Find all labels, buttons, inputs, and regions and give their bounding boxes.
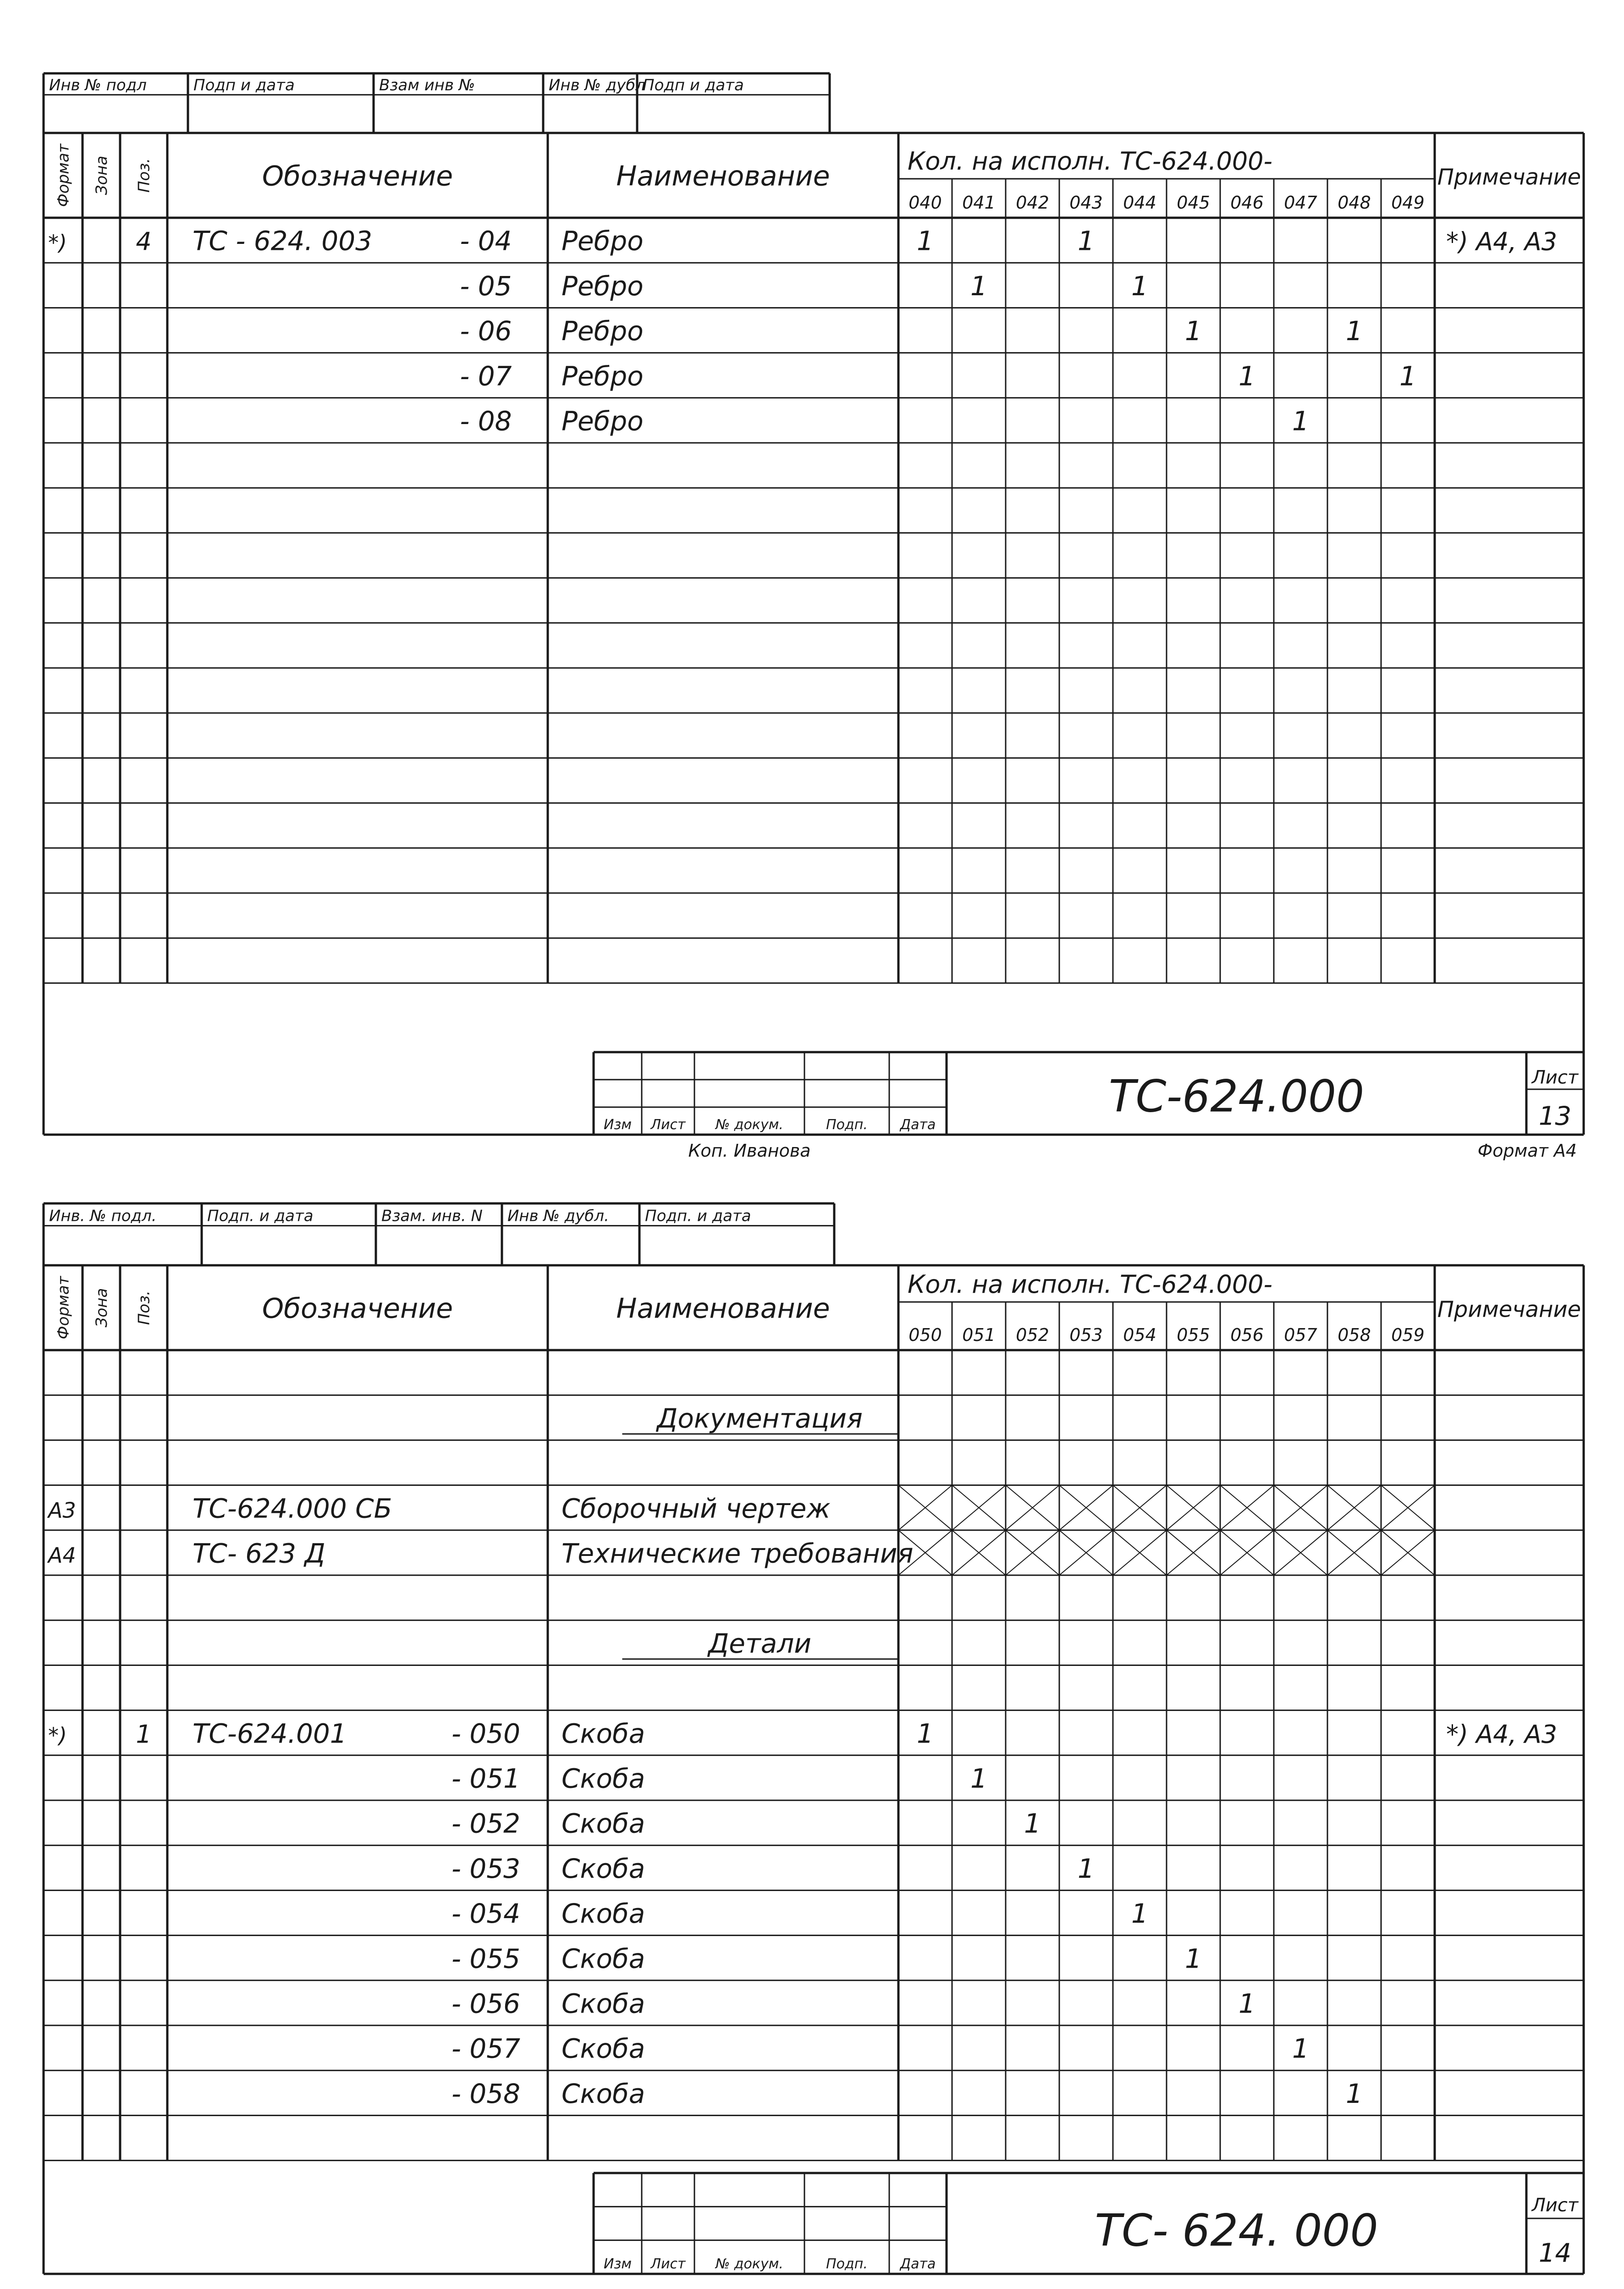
table-row [460, 270, 1148, 302]
cell-naimenovanie: Сборочный чертеж [562, 1493, 831, 1524]
cell-qty: 1 [970, 1763, 987, 1794]
inv-dubl-label: Инв № дубл [549, 76, 646, 94]
cell-suffix: - 057 [451, 2033, 521, 2064]
header-primechanie: Примечание [1437, 164, 1581, 190]
podp-data-label: Подп и дата [193, 76, 295, 94]
table-row [622, 1628, 897, 1659]
variant-label: 057 [1284, 1325, 1317, 1345]
variant-label: 050 [908, 1325, 942, 1345]
cell-qty: 1 [1239, 1988, 1255, 2019]
header-zona: Зона [93, 1288, 111, 1328]
variant-label: 046 [1230, 193, 1264, 213]
cell-suffix: - 058 [451, 2078, 521, 2109]
table-row [460, 360, 1416, 392]
table-header [55, 143, 1581, 213]
header-kol-title: Кол. на исполн. ТС-624.000- [908, 1270, 1273, 1299]
cell-naimenovanie: Технические требования [562, 1538, 914, 1569]
stamp-strip [44, 73, 830, 133]
cell-qty: 1 [1399, 360, 1416, 392]
cell-oboznachenie: ТС-624.001 [193, 1718, 347, 1749]
inv-podl-label: Инв № подл [49, 76, 147, 94]
header-poz: Поз. [135, 158, 154, 193]
header-primechanie: Примечание [1437, 1296, 1581, 1323]
table-row [460, 406, 1309, 437]
sheet-2 [44, 1203, 1584, 2274]
cell-qty: 1 [1292, 2033, 1309, 2064]
cell-naimenovanie: Скоба [562, 1808, 645, 1839]
cell-naimenovanie: Скоба [562, 1853, 645, 1884]
cell-poz: 1 [136, 1720, 152, 1749]
cell-oboznachenie: ТС-624.000 СБ [193, 1493, 392, 1524]
cell-poz: 4 [136, 227, 152, 256]
variant-label: 059 [1391, 1325, 1425, 1345]
table-row [451, 1988, 1255, 2019]
variant-label: 058 [1338, 1325, 1371, 1345]
cell-suffix: - 04 [460, 225, 512, 257]
copier-note: Коп. Иванова [688, 1141, 811, 1161]
section-heading: Детали [708, 1627, 812, 1659]
podp-label: Подп. [826, 2256, 868, 2272]
cell-suffix: - 052 [451, 1808, 521, 1839]
n-dokum-label: № докум. [716, 2256, 783, 2272]
variant-label: 041 [962, 193, 996, 213]
vzam-inv-label: Взам инв № [379, 76, 475, 94]
podp-data2-label: Подп и дата [643, 76, 744, 94]
variant-label: 042 [1016, 193, 1049, 213]
cell-qty: 1 [1131, 270, 1148, 302]
table-header [55, 1270, 1581, 1345]
izm-label: Изм [603, 1117, 632, 1133]
cell-qty: 1 [1185, 1943, 1202, 1975]
cell-qty: 1 [917, 1718, 934, 1749]
cell-naimenovanie: Скоба [562, 1988, 645, 2019]
cell-qty: 1 [1239, 360, 1255, 392]
cell-naimenovanie: Ребро [562, 315, 644, 347]
format-label: Формат А4 [1477, 1141, 1577, 1161]
cell-qty: 1 [1024, 1808, 1041, 1839]
document-code: ТС-624.000 [1108, 1070, 1365, 1122]
podp-data-label: Подп. и дата [207, 1207, 314, 1225]
cell-suffix: - 054 [451, 1898, 521, 1930]
cell-qty: 1 [1131, 1898, 1148, 1930]
variant-label: 048 [1338, 193, 1371, 213]
table-row [48, 226, 1557, 257]
header-format: Формат [54, 1276, 73, 1340]
cell-naimenovanie: Скоба [562, 2033, 645, 2064]
table-body [47, 1403, 1557, 2109]
data-label: Дата [900, 2256, 936, 2272]
cell-suffix: - 05 [460, 270, 512, 302]
cell-suffix: - 053 [451, 1853, 521, 1884]
n-dokum-label: № докум. [716, 1117, 783, 1133]
cell-primechanie: *) А4, А3 [1446, 227, 1558, 256]
podp-data2-label: Подп. и дата [645, 1207, 751, 1225]
title-block [594, 1052, 1584, 1135]
inv-dubl-label: Инв № дубл. [507, 1207, 609, 1225]
data-label: Дата [900, 1117, 936, 1133]
cell-naimenovanie: Скоба [562, 1943, 645, 1975]
variant-label: 054 [1123, 1325, 1156, 1345]
cell-suffix: - 07 [460, 360, 512, 392]
cell-format: *) [48, 230, 67, 255]
header-zona: Зона [93, 155, 111, 195]
table-row [451, 1943, 1202, 1974]
cell-qty: 1 [1078, 225, 1095, 257]
sheet-number: 14 [1538, 2238, 1572, 2268]
header-oboznachenie: Обозначение [262, 160, 453, 193]
cell-qty: 1 [1078, 1853, 1095, 1884]
cell-naimenovanie: Скоба [562, 1898, 645, 1930]
sheet-label: Лист [1531, 1067, 1579, 1088]
variant-label: 051 [962, 1325, 996, 1345]
cell-oboznachenie: ТС- 623 Д [193, 1538, 325, 1569]
table-body [48, 226, 1557, 437]
header-kol-title: Кол. на исполн. ТС-624.000- [908, 147, 1273, 176]
cell-naimenovanie: Ребро [562, 270, 644, 302]
vzam-inv-label: Взам. инв. N [381, 1207, 483, 1225]
header-poz: Поз. [135, 1290, 154, 1325]
table-row [451, 2033, 1309, 2064]
cell-suffix: - 050 [451, 1718, 521, 1749]
inv-podl-label: Инв. № подл. [49, 1207, 157, 1225]
section-heading: Документация [657, 1402, 863, 1434]
table-frame [44, 133, 1584, 1135]
variant-label: 045 [1177, 193, 1210, 213]
variant-label: 055 [1177, 1325, 1210, 1345]
stamp-strip [44, 1203, 834, 1265]
table-row [48, 1718, 1557, 1749]
table-row [622, 1403, 897, 1434]
variant-label: 052 [1016, 1325, 1049, 1345]
cell-format: *) [48, 1723, 67, 1748]
cell-qty: 1 [1346, 315, 1363, 347]
table-row [451, 2078, 1363, 2109]
variant-label: 043 [1069, 193, 1103, 213]
cell-suffix: - 051 [451, 1763, 521, 1794]
list-label-small: Лист [650, 2256, 686, 2272]
cell-qty: 1 [1292, 405, 1309, 437]
header-oboznachenie: Обозначение [262, 1292, 453, 1325]
header-naimenovanie: Наименование [616, 1292, 830, 1325]
cell-qty: 1 [917, 225, 934, 257]
variant-label: 040 [908, 193, 942, 213]
list-label-small: Лист [650, 1117, 686, 1133]
variant-label: 047 [1284, 193, 1317, 213]
sheet-number: 13 [1538, 1101, 1572, 1131]
variant-label: 056 [1230, 1325, 1264, 1345]
title-block [594, 2173, 1584, 2274]
table-row [47, 1530, 1435, 1575]
header-format: Формат [54, 143, 73, 207]
izm-label: Изм [603, 2256, 632, 2272]
cell-naimenovanie: Ребро [562, 405, 644, 437]
cell-qty: 1 [1185, 315, 1202, 347]
cell-naimenovanie: Скоба [562, 1763, 645, 1794]
variant-label: 044 [1123, 193, 1156, 213]
variant-label: 049 [1391, 193, 1425, 213]
table-row [460, 315, 1363, 347]
cell-naimenovanie: Ребро [562, 360, 644, 392]
cell-suffix: - 08 [460, 405, 512, 437]
header-naimenovanie: Наименование [616, 160, 830, 193]
cell-naimenovanie: Скоба [562, 1718, 645, 1749]
cell-suffix: - 056 [451, 1988, 521, 2019]
cell-qty: 1 [970, 270, 987, 302]
sheet-1 [44, 73, 1584, 1161]
cell-format: А3 [48, 1498, 76, 1523]
cell-suffix: - 055 [451, 1943, 521, 1975]
table-row [451, 1898, 1148, 1929]
cell-naimenovanie: Скоба [562, 2078, 645, 2109]
cell-qty: 1 [1346, 2078, 1363, 2109]
document-code: ТС- 624. 000 [1095, 2205, 1378, 2256]
cell-oboznachenie: ТС - 624. 003 [193, 225, 373, 257]
table-row [451, 1763, 987, 1794]
cell-primechanie: *) А4, А3 [1446, 1720, 1558, 1749]
cell-suffix: - 06 [460, 315, 512, 347]
cell-naimenovanie: Ребро [562, 225, 644, 257]
podp-label: Подп. [826, 1117, 868, 1133]
variant-label: 053 [1069, 1325, 1103, 1345]
sheet-label: Лист [1531, 2195, 1579, 2216]
cell-format: А4 [48, 1543, 76, 1568]
table-row [47, 1485, 1435, 1530]
